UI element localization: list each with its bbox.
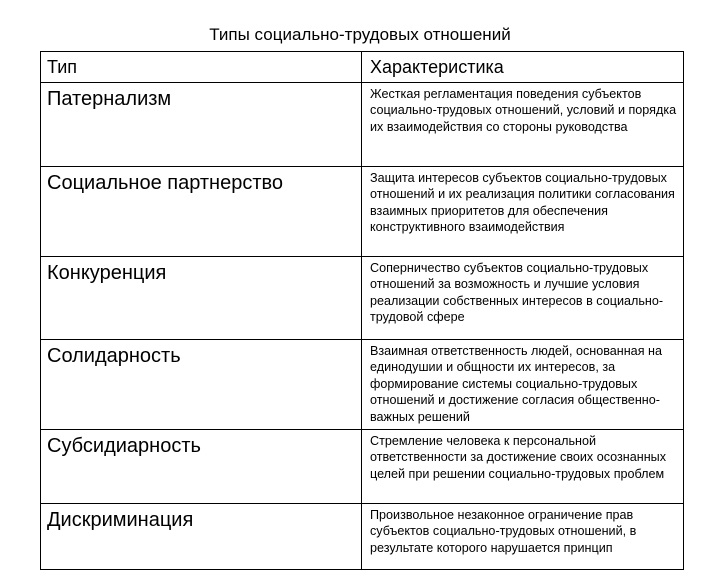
type-cell: Солидарность bbox=[41, 340, 362, 430]
relations-types-table bbox=[40, 51, 684, 570]
description-cell: Взаимная ответственность людей, основанная на единодушии и общности их интересов, за формирование системы социально-трудовых отношений и достижение согласия общественно-важных решений bbox=[362, 340, 684, 430]
description-cell: Соперничество субъектов социально-трудовых отношений за возможность и лучшие условия реализации собственных интересов в социально-трудовой сфере bbox=[362, 257, 684, 340]
type-cell: Патернализм bbox=[41, 83, 362, 167]
description-cell: Стремление человека к персональной ответственности за достижение своих осознанных целей при решении социально-трудовых проблем bbox=[362, 430, 684, 504]
page-title: Типы социально-трудовых отношений bbox=[209, 25, 511, 44]
type-cell: Социальное партнерство bbox=[41, 167, 362, 257]
header-characteristic: Характеристика bbox=[362, 52, 684, 83]
type-cell: Дискриминация bbox=[41, 504, 362, 570]
type-cell: Конкуренция bbox=[41, 257, 362, 340]
header-type: Тип bbox=[41, 52, 362, 83]
table-header-row bbox=[41, 52, 684, 83]
description-cell: Произвольное незаконное ограничение прав субъектов социально-трудовых отношений, в результате которого нарушается принцип bbox=[362, 504, 684, 570]
table-row bbox=[41, 340, 684, 430]
table-row bbox=[41, 430, 684, 504]
description-cell: Защита интересов субъектов социально-трудовых отношений и их реализация политики согласования взаимных приоритетов для обеспечения конструктивного взаимодействия bbox=[362, 167, 684, 257]
type-cell: Субсидиарность bbox=[41, 430, 362, 504]
table-row bbox=[41, 167, 684, 257]
table-row bbox=[41, 257, 684, 340]
description-cell: Жесткая регламентация поведения субъектов социально-трудовых отношений, условий и порядка их взаимодействия со стороны руководства bbox=[362, 83, 684, 167]
table-row bbox=[41, 504, 684, 570]
table-row bbox=[41, 83, 684, 167]
